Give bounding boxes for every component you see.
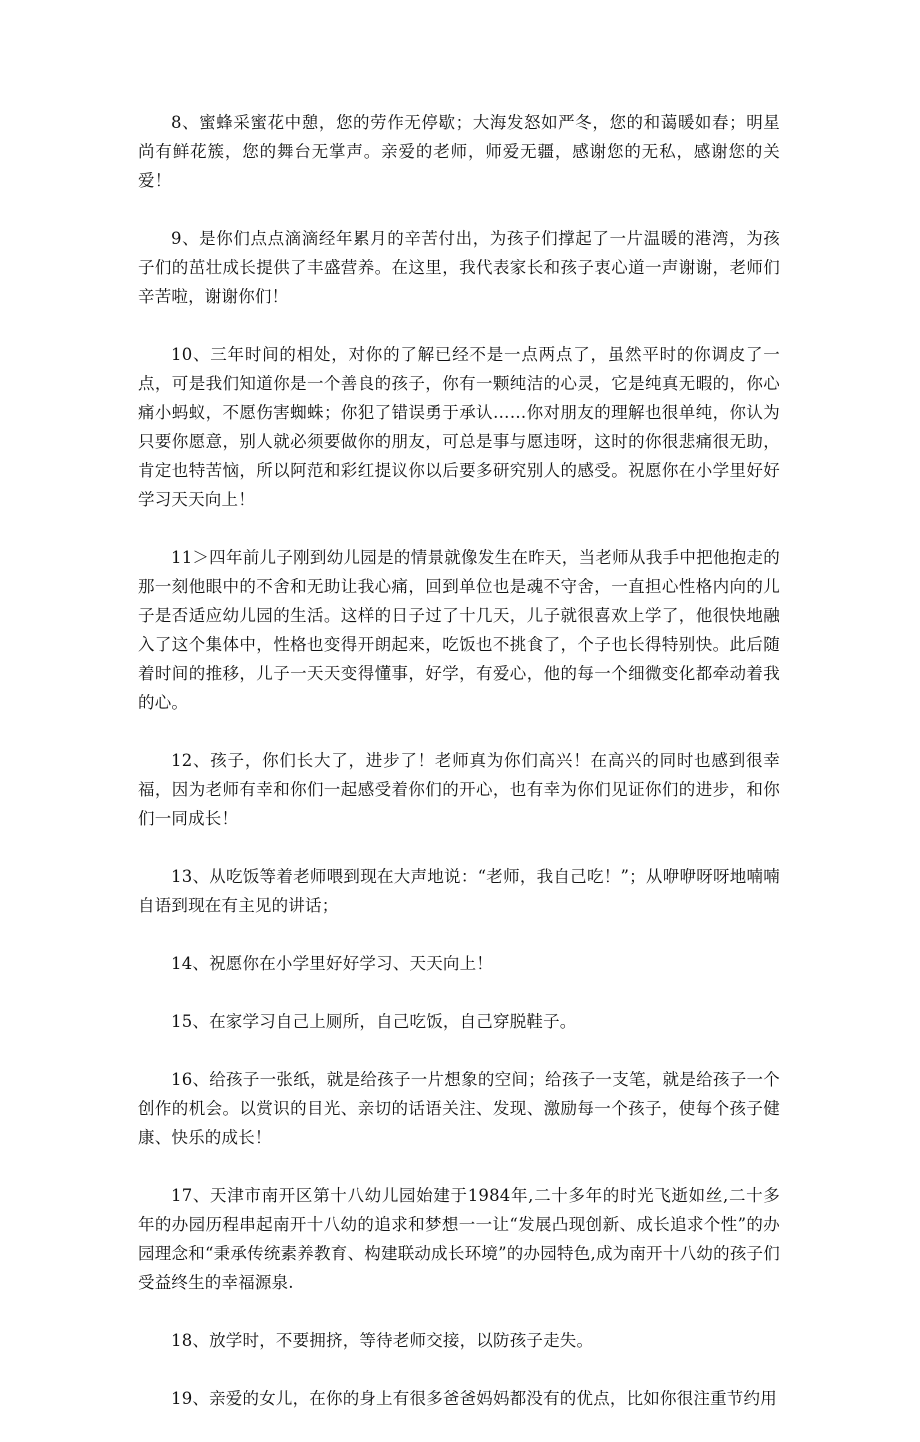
paragraph-11: 11＞四年前儿子刚到幼儿园是的情景就像发生在昨天，当老师从我手中把他抱走的那一刻他眼中的不舍和无助让我心痛，回到单位也是魂不守舍，一直担心性格内向的儿子是否适应幼儿园的生活。这样的日子过了十几天，儿子就很喜欢上学了，他很快地融入了这个集体中，性格也变得开朗起来，吃饭也不挑食了，个子也长得特别快。此后随着时间的推移，儿子一天天变得懂事，好学，有爱心，他的每一个细微变化都牵动着我的心。 <box>138 548 780 712</box>
document-page <box>138 108 780 1442</box>
paragraph-17: 17、天津市南开区第十八幼儿园始建于1984年,二十多年的时光飞逝如丝,二十多年的办园历程串起南开十八幼的追求和梦想一一让“发展凸现创新、成长追求个性”的办园理念和“秉承传统素养教育、构建联动成长环境”的办园特色,成为南开十八幼的孩子们受益终生的幸福源泉. <box>138 1186 780 1292</box>
paragraph-19: 19、亲爱的女儿，在你的身上有很多爸爸妈妈都没有的优点，比如你很注重节约用 <box>171 1389 777 1408</box>
paragraph-18: 18、放学时，不要拥挤，等待老师交接，以防孩子走失。 <box>171 1331 594 1350</box>
paragraph-9: 9、是你们点点滴滴经年累月的辛苦付出，为孩子们撑起了一片温暖的港湾，为孩子们的茁壮成长提供了丰盛营养。在这里，我代表家长和孩子衷心道一声谢谢，老师们辛苦啦，谢谢你们！ <box>138 229 780 306</box>
paragraph-13: 13、从吃饭等着老师喂到现在大声地说：“老师，我自己吃！”；从咿咿呀呀地喃喃自语到现在有主见的讲话； <box>138 867 780 915</box>
paragraph-16: 16、给孩子一张纸，就是给孩子一片想象的空间；给孩子一支笔，就是给孩子一个创作的机会。以赏识的目光、亲切的话语关注、发现、激励每一个孩子，使每个孩子健康、快乐的成长！ <box>138 1070 780 1147</box>
paragraph-15: 15、在家学习自己上厕所，自己吃饭，自己穿脱鞋子。 <box>171 1012 577 1031</box>
paragraph-10: 10、三年时间的相处，对你的了解已经不是一点两点了，虽然平时的你调皮了一点，可是我们知道你是一个善良的孩子，你有一颗纯洁的心灵，它是纯真无暇的，你心痛小蚂蚁，不愿伤害蜘蛛；你犯了错误勇于承认……你对朋友的理解也很单纯，你认为只要你愿意，别人就必须要做你的朋友，可总是事与愿违呀，这时的你很悲痛很无助，肯定也特苦恼，所以阿范和彩红提议你以后要多研究别人的感受。祝愿你在小学里好好学习天天向上！ <box>138 345 780 509</box>
paragraph-8: 8、蜜蜂采蜜花中憩，您的劳作无停歇；大海发怒如严冬，您的和蔼暖如春；明星尚有鲜花簇，您的舞台无掌声。亲爱的老师，师爱无疆，感谢您的无私，感谢您的关爱！ <box>138 113 780 190</box>
paragraph-12: 12、孩子，你们长大了，进步了！老师真为你们高兴！在高兴的同时也感到很幸福，因为老师有幸和你们一起感受着你们的开心，也有幸为你们见证你们的进步，和你们一同成长！ <box>138 751 780 828</box>
paragraph-14: 14、祝愿你在小学里好好学习、天天向上！ <box>171 954 493 973</box>
